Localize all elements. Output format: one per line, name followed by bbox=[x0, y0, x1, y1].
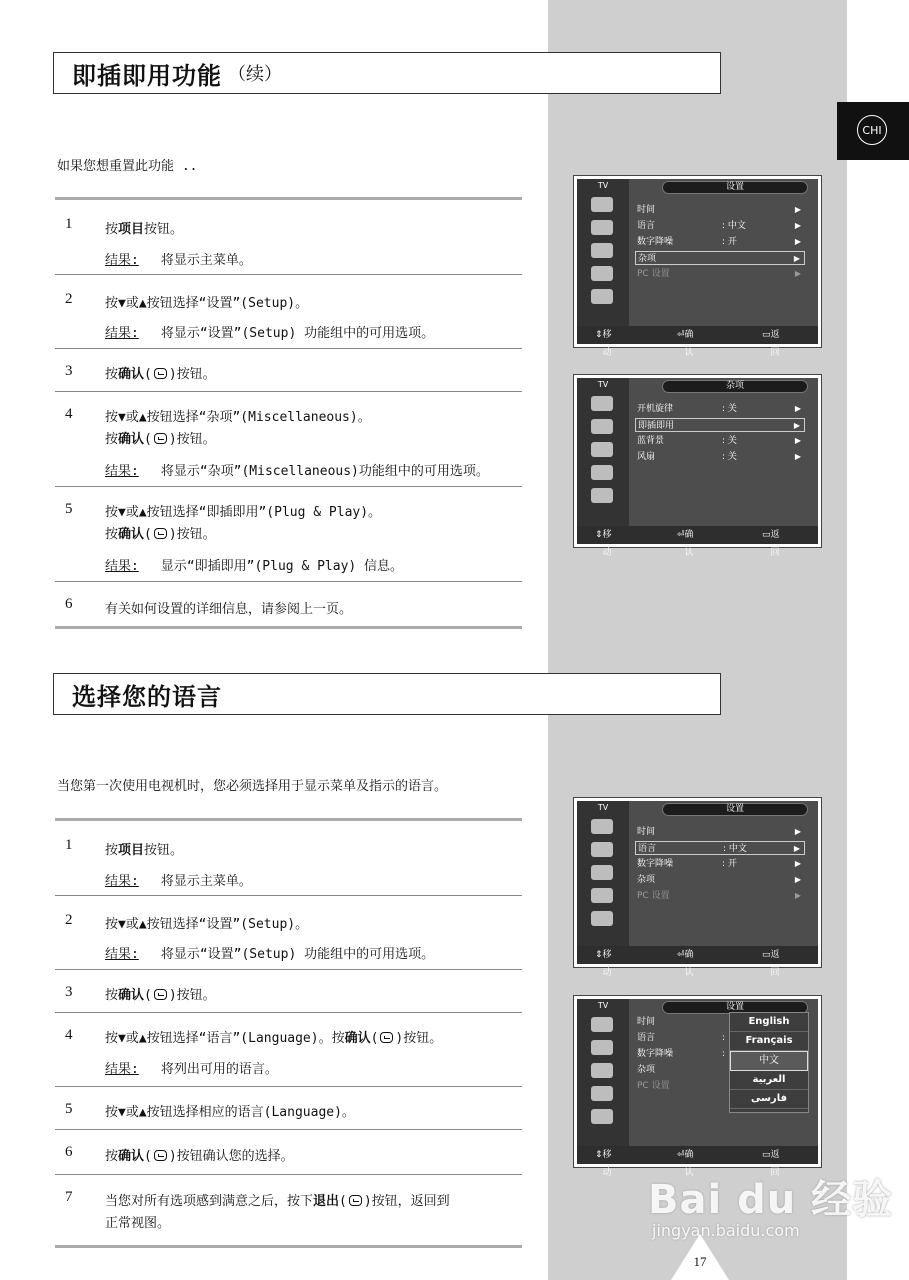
tv-menu-item: 蓝背景 : 关 ▶ bbox=[637, 436, 801, 446]
step-list bbox=[55, 818, 522, 1248]
step-number: 7 bbox=[65, 1189, 73, 1205]
tv-menu-item: 杂项 bbox=[637, 1065, 656, 1075]
input-icon bbox=[591, 911, 613, 926]
step-number: 1 bbox=[65, 216, 73, 232]
sound-icon bbox=[591, 1040, 613, 1055]
enter-icon bbox=[154, 433, 167, 444]
setup-icon bbox=[591, 888, 613, 903]
section-title-plug-play bbox=[53, 52, 721, 94]
step-item bbox=[55, 200, 522, 275]
step-number: 1 bbox=[65, 837, 73, 853]
step-number: 4 bbox=[65, 406, 73, 422]
sound-icon bbox=[591, 220, 613, 235]
tv-menu-item: 数字降噪 : bbox=[637, 1049, 726, 1059]
watermark-brand: Bai du 经验 bbox=[648, 1177, 894, 1223]
tv-icon-rail bbox=[577, 192, 629, 326]
picture-icon bbox=[591, 396, 613, 411]
tv-menu-title: 设置 bbox=[662, 1001, 808, 1014]
tv-menu-item: 时间 ▶ bbox=[637, 827, 801, 837]
step-result: 结果: 将列出可用的语言。 bbox=[105, 1062, 278, 1077]
step-text: 按确认( )按钮。 bbox=[105, 432, 216, 447]
tv-footer: ⇕ 移动 ⏎ 确认 ▭ 返回 bbox=[577, 1146, 818, 1164]
step-number: 3 bbox=[65, 984, 73, 1000]
setup-icon bbox=[591, 266, 613, 281]
tv-menu-item: 风扇 : 关 ▶ bbox=[637, 452, 801, 462]
step-result: 结果: 将显示“设置”(Setup) 功能组中的可用选项。 bbox=[105, 947, 435, 962]
setup-icon bbox=[591, 465, 613, 480]
section-title-text: 选择您的语言 bbox=[72, 682, 222, 711]
input-icon bbox=[591, 1109, 613, 1124]
section-intro: 当您第一次使用电视机时，您必须选择用于显示菜单及指示的语言。 bbox=[57, 779, 448, 794]
step-number: 2 bbox=[65, 912, 73, 928]
tv-menu-item-selected: 杂项 ▶ bbox=[635, 251, 805, 265]
enter-icon bbox=[154, 368, 167, 379]
tv-footer: ⇕ 移动 ⏎ 确认 ▭ 返回 bbox=[577, 946, 818, 964]
language-tab-label: CHI bbox=[857, 115, 887, 145]
step-item bbox=[55, 349, 522, 392]
enter-icon bbox=[380, 1032, 393, 1043]
tv-menu-item: 数字降噪 : 开 ▶ bbox=[637, 237, 801, 247]
step-result: 结果: 将显示“设置”(Setup) 功能组中的可用选项。 bbox=[105, 326, 435, 341]
section-intro: 如果您想重置此功能 .. bbox=[57, 159, 198, 174]
sound-icon bbox=[591, 419, 613, 434]
tv-label: TV bbox=[577, 378, 629, 391]
tv-icon-rail bbox=[577, 814, 629, 946]
step-text: 按▼或▲按钮选择“杂项”(Miscellaneous)。 bbox=[105, 410, 371, 425]
tv-menu-item: 时间 bbox=[637, 1017, 656, 1027]
tv-menu-item: 数字降噪 : 开 ▶ bbox=[637, 859, 801, 869]
step-item bbox=[55, 392, 522, 487]
step-text: 按确认( )按钮。 bbox=[105, 367, 216, 382]
picture-icon bbox=[591, 197, 613, 212]
section-title-suffix: （续） bbox=[228, 64, 282, 85]
step-result: 结果: 将显示“杂项”(Miscellaneous)功能组中的可用选项。 bbox=[105, 464, 489, 479]
channel-icon bbox=[591, 1063, 613, 1078]
watermark bbox=[648, 1168, 893, 1240]
language-option-selected: 中文 bbox=[730, 1051, 808, 1071]
tv-icon-rail bbox=[577, 1012, 629, 1146]
channel-icon bbox=[591, 243, 613, 258]
tv-menu-item: PC 设置 ▶ bbox=[637, 891, 801, 901]
step-text: 有关如何设置的详细信息，请参阅上一页。 bbox=[105, 602, 353, 617]
step-list bbox=[55, 197, 522, 629]
step-item bbox=[55, 275, 522, 349]
step-number: 2 bbox=[65, 291, 73, 307]
tv-menu-item-selected: 即插即用 ▶ bbox=[635, 418, 805, 432]
page-number: 17 bbox=[693, 1254, 707, 1269]
language-option: العربية bbox=[730, 1071, 808, 1090]
step-text: 按▼或▲按钮选择“语言”(Language)。按确认( )按钮。 bbox=[105, 1031, 443, 1046]
section-title-text: 即插即用功能 bbox=[72, 61, 222, 90]
step-text: 按▼或▲按钮选择“设置”(Setup)。 bbox=[105, 296, 309, 311]
step-number: 5 bbox=[65, 501, 73, 517]
tv-menu-title: 杂项 bbox=[662, 380, 808, 393]
watermark-url: jingyan.baidu.com bbox=[652, 1221, 800, 1240]
tv-menu-item: PC 设置 bbox=[637, 1081, 670, 1091]
tv-menu-misc bbox=[573, 374, 822, 558]
language-list bbox=[729, 1012, 809, 1113]
language-option: فارسی bbox=[730, 1090, 808, 1109]
enter-icon bbox=[154, 528, 167, 539]
step-text: 按确认( )按钮。 bbox=[105, 527, 216, 542]
step-number: 4 bbox=[65, 1027, 73, 1043]
language-option: Français bbox=[730, 1032, 808, 1051]
tv-menu-item: 杂项 ▶ bbox=[637, 875, 801, 885]
step-item bbox=[55, 582, 522, 629]
tv-footer: ⇕ 移动 ⏎ 确认 ▭ 返回 bbox=[577, 326, 818, 344]
language-option: English bbox=[730, 1013, 808, 1032]
tv-label: TV bbox=[577, 999, 629, 1012]
step-number: 6 bbox=[65, 1144, 73, 1160]
step-item bbox=[55, 821, 522, 896]
input-icon bbox=[591, 488, 613, 503]
exit-icon bbox=[349, 1195, 362, 1206]
tv-menu-item: PC 设置 ▶ bbox=[637, 269, 801, 279]
step-text: 按确认( )按钮确认您的选择。 bbox=[105, 1149, 294, 1164]
step-text: 正常视图。 bbox=[105, 1216, 171, 1231]
tv-menu-item: 语言 : 中文 ▶ bbox=[637, 221, 801, 231]
tv-footer: ⇕ 移动 ⏎ 确认 ▭ 返回 bbox=[577, 526, 818, 544]
step-item bbox=[55, 1087, 522, 1130]
step-number: 6 bbox=[65, 596, 73, 612]
tv-menu-setup-1 bbox=[573, 175, 822, 358]
step-item bbox=[55, 1175, 522, 1248]
step-number: 5 bbox=[65, 1101, 73, 1117]
step-text: 当您对所有选项感到满意之后，按下退出( )按钮，返回到 bbox=[105, 1194, 450, 1209]
sound-icon bbox=[591, 842, 613, 857]
tv-menu-title: 设置 bbox=[662, 803, 808, 816]
step-text: 按项目按钮。 bbox=[105, 222, 184, 237]
step-text: 按▼或▲按钮选择相应的语言(Language)。 bbox=[105, 1105, 355, 1120]
tv-menu-item-selected: 语言 : 中文 ▶ bbox=[635, 841, 805, 855]
step-text: 按▼或▲按钮选择“即插即用”(Plug & Play)。 bbox=[105, 505, 382, 520]
step-text: 按项目按钮。 bbox=[105, 843, 184, 858]
step-item bbox=[55, 487, 522, 582]
tv-menu-language bbox=[573, 995, 822, 1178]
tv-menu-title: 设置 bbox=[662, 181, 808, 194]
step-item bbox=[55, 1013, 522, 1087]
step-result: 结果: 将显示主菜单。 bbox=[105, 874, 252, 889]
tv-label: TV bbox=[577, 801, 629, 814]
setup-icon bbox=[591, 1086, 613, 1101]
tv-menu-item: 开机旋律 : 关 ▶ bbox=[637, 404, 801, 414]
tv-label: TV bbox=[577, 179, 629, 192]
tv-menu-item: 时间 ▶ bbox=[637, 205, 801, 215]
step-item bbox=[55, 1130, 522, 1175]
step-text: 按确认( )按钮。 bbox=[105, 988, 216, 1003]
language-tab bbox=[837, 102, 909, 160]
step-text: 按▼或▲按钮选择“设置”(Setup)。 bbox=[105, 917, 309, 932]
section-title-language bbox=[53, 673, 721, 715]
enter-icon bbox=[154, 1150, 167, 1161]
input-icon bbox=[591, 289, 613, 304]
step-result: 结果: 显示“即插即用”(Plug & Play) 信息。 bbox=[105, 559, 404, 574]
step-number: 3 bbox=[65, 363, 73, 379]
picture-icon bbox=[591, 1017, 613, 1032]
step-item bbox=[55, 970, 522, 1013]
channel-icon bbox=[591, 442, 613, 457]
enter-icon bbox=[154, 989, 167, 1000]
tv-menu-item: 语言 : bbox=[637, 1033, 726, 1043]
tv-icon-rail bbox=[577, 391, 629, 526]
step-result: 结果: 将显示主菜单。 bbox=[105, 253, 252, 268]
tv-menu-setup-2 bbox=[573, 797, 822, 978]
channel-icon bbox=[591, 865, 613, 880]
picture-icon bbox=[591, 819, 613, 834]
page-number-marker bbox=[671, 1234, 729, 1280]
step-item bbox=[55, 896, 522, 970]
